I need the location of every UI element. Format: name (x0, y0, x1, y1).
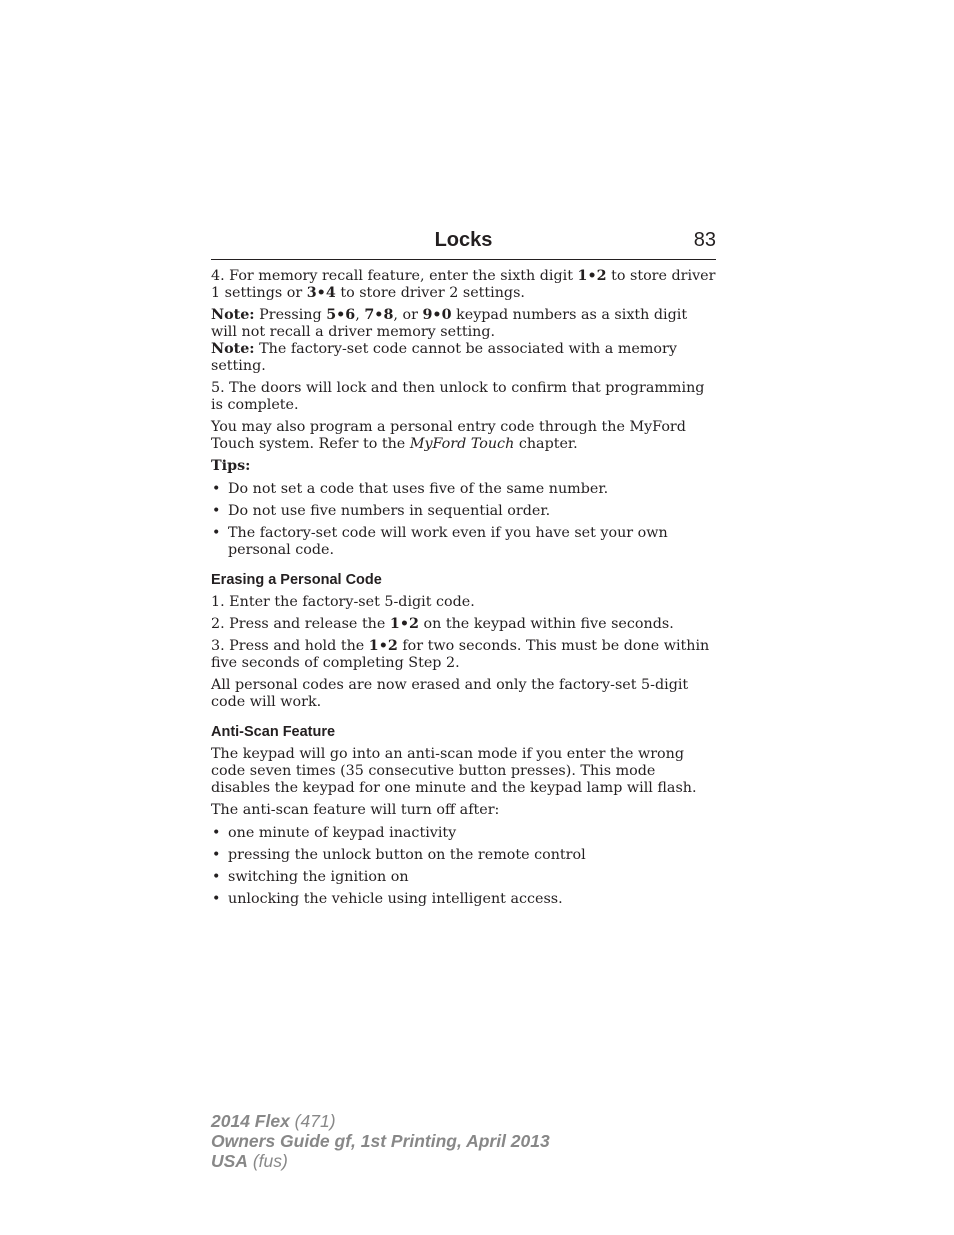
anti-scan-list (211, 825, 716, 908)
anti-scan-intro: The anti-scan feature will turn off after: (211, 802, 500, 818)
footer-guide-line: Owners Guide gf, 1st Printing, April 2013 (211, 1131, 550, 1151)
tips-list (211, 481, 716, 559)
erase-step-3: 3. Press and hold the 1•2 for two seconds. This must be done within five seconds of completing Step 2. (211, 638, 710, 671)
page-header (211, 229, 716, 260)
note-factory-code: Note: The factory-set code cannot be associated with a memory setting. (211, 341, 677, 374)
list-item: • pressing the unlock button on the remote control (211, 847, 716, 864)
note-label: Note: (211, 307, 255, 323)
erase-step-1: 1. Enter the factory-set 5-digit code. (211, 594, 475, 610)
list-item: • one minute of keypad inactivity (211, 825, 716, 842)
list-item: • Do not set a code that uses five of the same number. (211, 481, 716, 498)
list-item: • unlocking the vehicle using intelligent access. (211, 891, 716, 908)
page-content (211, 268, 716, 913)
footer-model-line: 2014 Flex (471) (211, 1111, 336, 1131)
erase-step-2: 2. Press and release the 1•2 on the keypad within five seconds. (211, 616, 674, 632)
erase-summary: All personal codes are now erased and only the factory-set 5-digit code will work. (211, 677, 689, 710)
keypad-code: 7•8 (364, 307, 394, 323)
keypad-code: 1•2 (577, 268, 607, 284)
step-5: 5. The doors will lock and then unlock to confirm that programming is complete. (211, 380, 705, 413)
anti-scan-description: The keypad will go into an anti-scan mode if you enter the wrong code seven times (35 consecutive button presses). This mode disables the keypad for one minute and the keypad lamp will flash. (211, 746, 697, 796)
heading-anti-scan: Anti-Scan Feature (211, 724, 336, 740)
chapter-reference: MyFord Touch (409, 436, 515, 452)
keypad-code: 1•2 (368, 638, 398, 654)
list-item: • Do not use five numbers in sequential order. (211, 503, 716, 520)
keypad-code: 5•6 (326, 307, 356, 323)
step-4: 4. For memory recall feature, enter the sixth digit 1•2 to store driver 1 settings or 3•4 to store driver 2 settings. (211, 268, 716, 301)
footer-region-line: USA (fus) (211, 1151, 288, 1171)
section-title: Locks (434, 229, 493, 251)
page-number: 83 (693, 229, 716, 251)
keypad-code: 3•4 (306, 285, 336, 301)
note-memory: Note: Pressing 5•6, 7•8, or 9•0 keypad numbers as a sixth digit will not recall a driver memory setting. (211, 307, 688, 340)
note-label: Note: (211, 341, 255, 357)
heading-erasing: Erasing a Personal Code (211, 572, 382, 588)
tips-label: Tips: (211, 458, 251, 474)
list-item: • switching the ignition on (211, 869, 716, 886)
myford-paragraph: You may also program a personal entry code through the MyFord Touch system. Refer to the MyFord Touch chapter. (211, 419, 686, 452)
list-item: • The factory-set code will work even if you have set your own personal code. (211, 525, 716, 559)
keypad-code: 1•2 (389, 616, 419, 632)
keypad-code: 9•0 (422, 307, 452, 323)
page-footer (211, 1111, 550, 1171)
